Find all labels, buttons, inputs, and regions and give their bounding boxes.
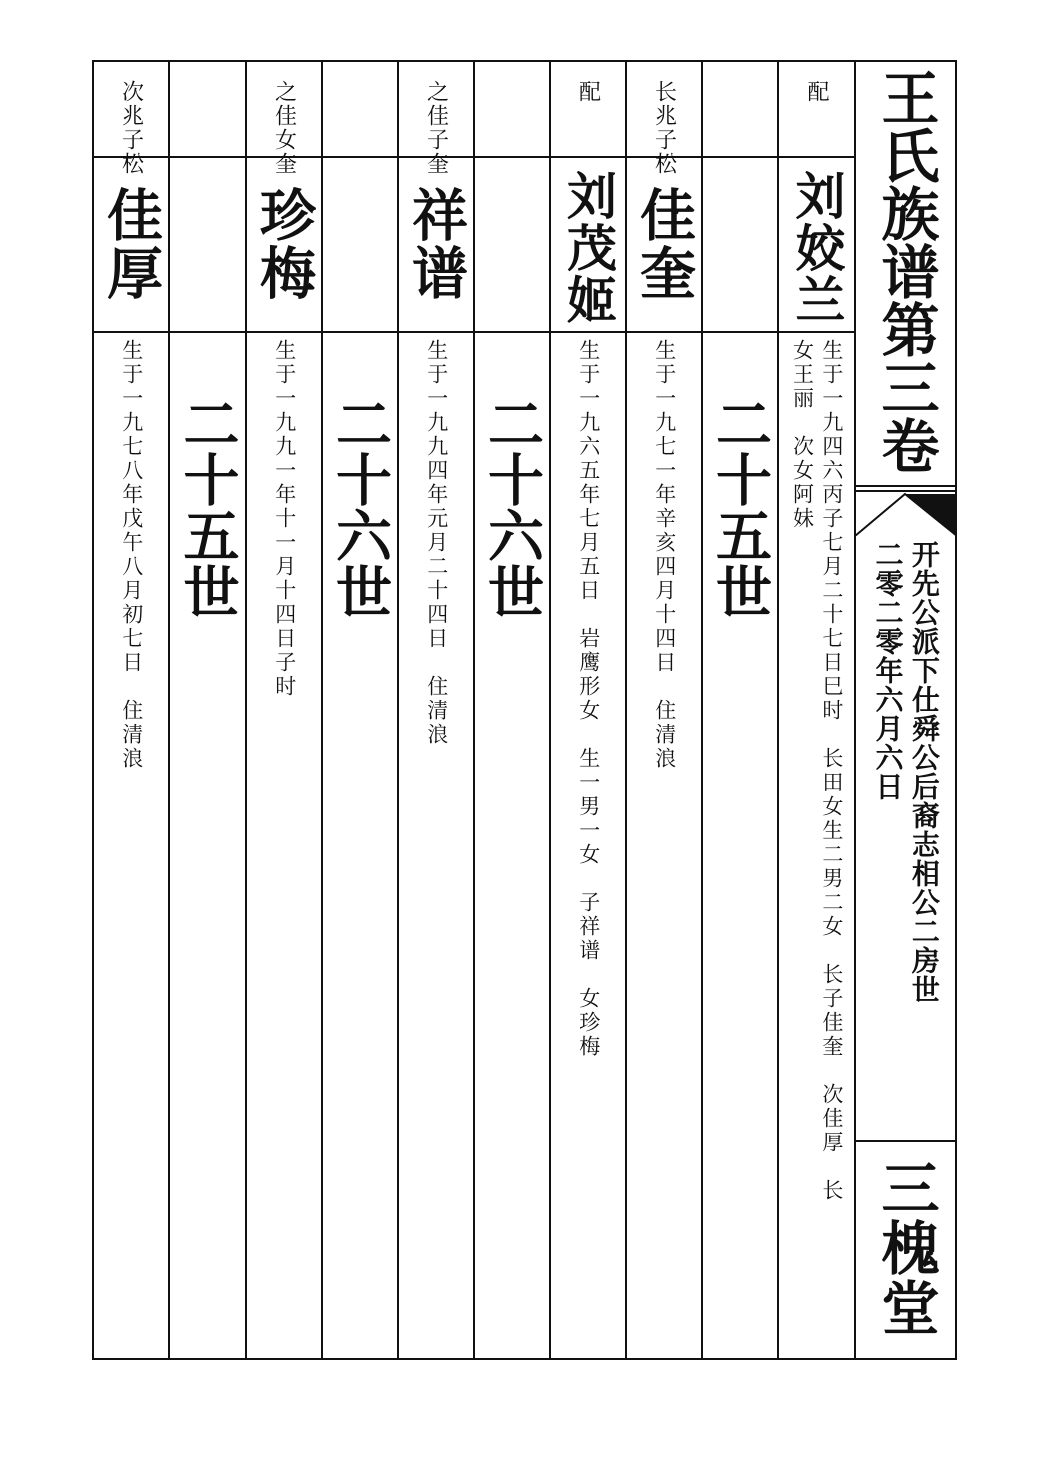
bio-cell xyxy=(247,333,321,1358)
bio-text xyxy=(787,339,846,1358)
generation-cell xyxy=(703,333,777,1358)
person-name: 佳厚 xyxy=(98,186,164,302)
name-cell xyxy=(247,158,321,331)
bio-text: 生于一九七八年戊午八月初七日 住清浪 xyxy=(119,339,144,771)
generation-label: 二十五世 xyxy=(174,395,241,619)
generation-cell xyxy=(170,333,245,1358)
subtitle-line: 开先公派下仕舜公后裔志相公二房世 xyxy=(907,540,941,1004)
bio-cell xyxy=(551,333,625,1358)
relation-label: 之佳子奎 xyxy=(423,80,449,176)
title-cell xyxy=(856,62,955,482)
relation-cell xyxy=(779,62,854,156)
name-cell xyxy=(94,158,168,331)
subtitle xyxy=(869,540,942,1136)
bio-text: 生于一九九四年元月二十四日 住清浪 xyxy=(424,339,449,747)
person-name: 佳奎 xyxy=(631,186,697,302)
relation-label: 次兆子松 xyxy=(118,80,144,176)
person-name: 祥谱 xyxy=(403,186,469,302)
name-cell xyxy=(627,158,701,331)
relation-cell xyxy=(94,62,168,176)
generation-cell xyxy=(323,333,397,1358)
relation-label: 配 xyxy=(575,80,601,104)
relation-cell xyxy=(247,62,321,176)
person-name: 刘姣兰 xyxy=(787,170,847,326)
relation-cell xyxy=(399,62,473,176)
bio-cell xyxy=(94,333,168,1358)
relation-cell xyxy=(551,62,625,156)
bio-line: 生于一九四六丙子七月二十七日巳时 长田女生二男二女 长子佳奎 次佳厚 长 xyxy=(819,339,844,1203)
subtitle-cell xyxy=(856,536,955,1136)
date-line: 二零二零年六月六日 xyxy=(871,540,905,801)
row-divider xyxy=(854,1140,957,1142)
relation-cell xyxy=(627,62,701,176)
bio-line: 女王丽 次女阿妹 xyxy=(790,339,815,531)
person-name: 刘茂姬 xyxy=(559,170,618,326)
bio-text: 生于一九九一年十一月十四日子时 xyxy=(272,339,297,699)
bio-text: 生于一九七一年辛亥四月十四日 住清浪 xyxy=(652,339,677,771)
generation-label: 二十五世 xyxy=(707,395,773,619)
hall-name: 三槐堂 xyxy=(871,1158,940,1338)
row-divider xyxy=(92,156,854,158)
bio-cell xyxy=(779,333,854,1358)
generation-label: 二十六世 xyxy=(479,395,545,619)
bio-cell xyxy=(399,333,473,1358)
bio-cell xyxy=(627,333,701,1358)
relation-label: 之佳女奎 xyxy=(271,80,297,176)
ribbon-ornament xyxy=(855,484,957,536)
hall-cell xyxy=(856,1148,955,1358)
relation-label: 长兆子松 xyxy=(651,80,677,176)
name-cell xyxy=(551,158,625,331)
name-cell xyxy=(779,158,854,331)
person-name: 珍梅 xyxy=(251,186,317,302)
generation-cell xyxy=(475,333,549,1358)
generation-label: 二十六世 xyxy=(327,395,393,619)
bio-text: 生于一九六五年七月五日 岩鹰形女 生一男一女 子祥谱 女珍梅 xyxy=(576,339,601,1059)
name-cell xyxy=(399,158,473,331)
relation-label: 配 xyxy=(804,80,830,104)
page-title: 王氏族谱第三卷 xyxy=(871,68,940,474)
